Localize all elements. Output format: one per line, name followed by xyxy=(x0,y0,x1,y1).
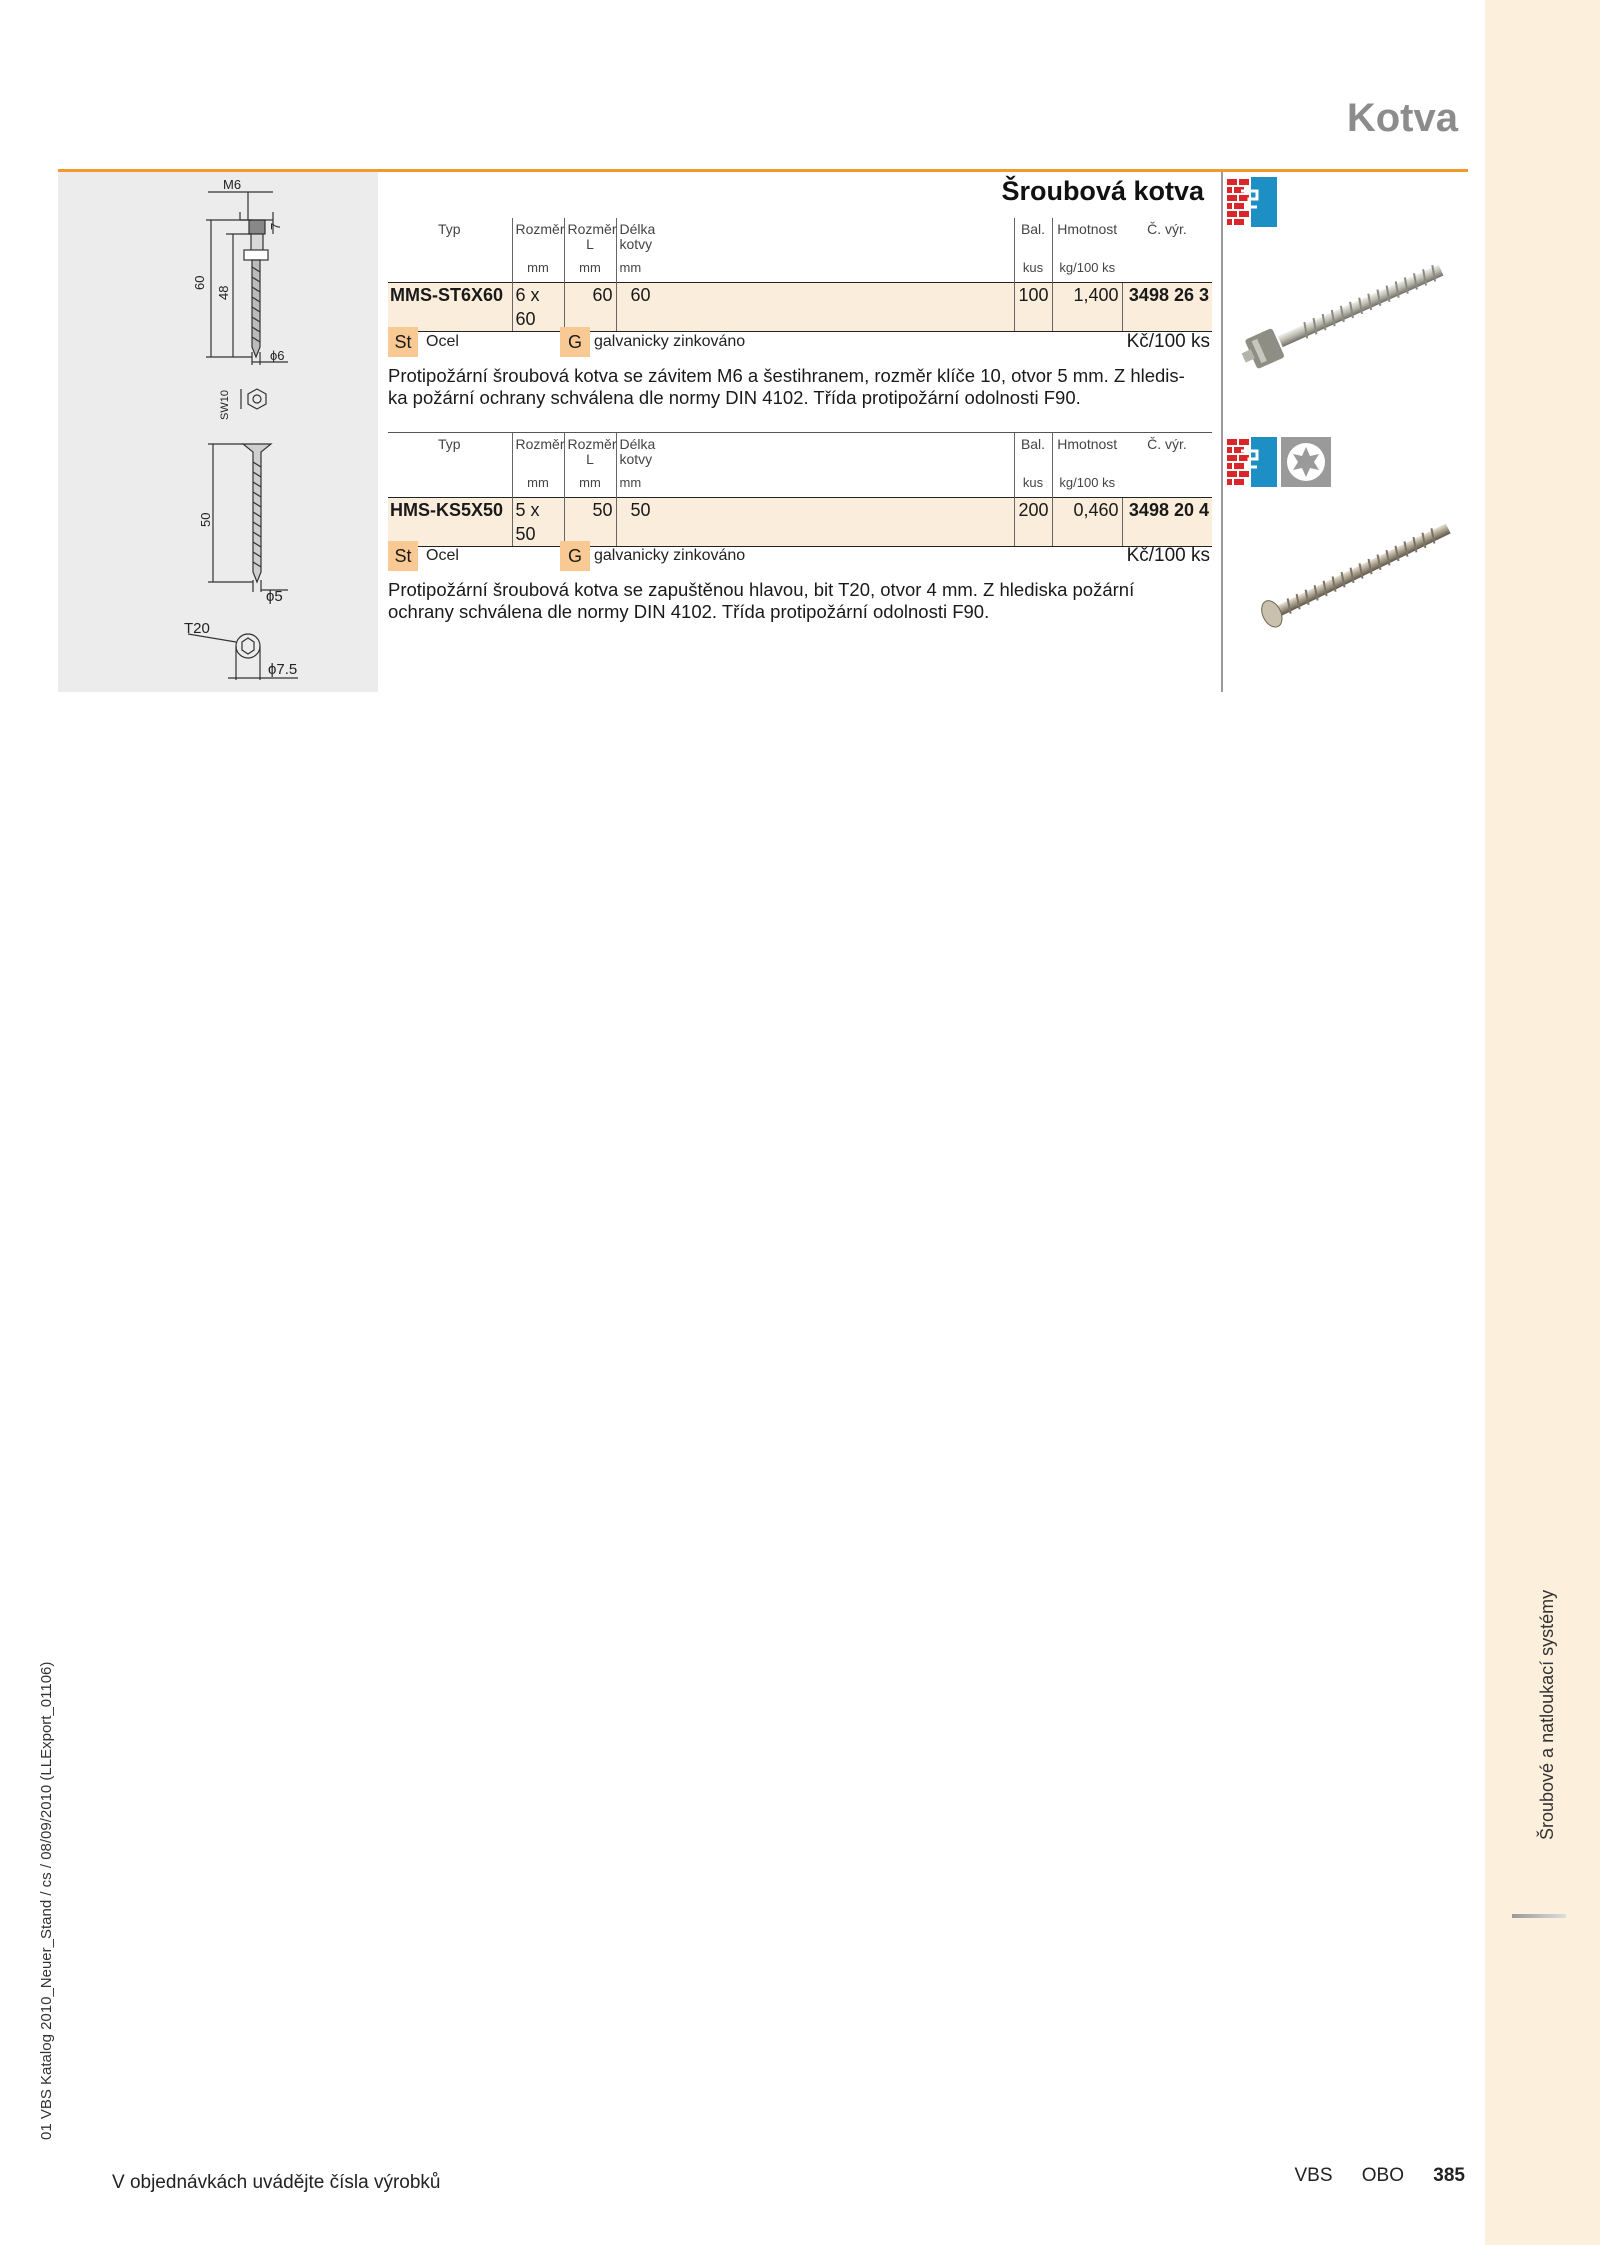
label-phi75: ϕ7.5 xyxy=(268,661,298,678)
unit-mm: mm xyxy=(512,473,564,498)
product-anchor-length: 50 xyxy=(616,498,668,547)
hms-anchor-photo xyxy=(1240,508,1460,648)
torx-drive-icon xyxy=(1281,437,1331,487)
side-strip xyxy=(1485,0,1600,2245)
page-number: 385 xyxy=(1433,2165,1465,2186)
technical-drawing-panel xyxy=(58,172,378,692)
finish-code-badge: G xyxy=(560,541,590,571)
label-phi6: ϕ6 xyxy=(270,348,285,363)
finish-code-badge: G xyxy=(560,327,590,357)
brand-obo: OBO xyxy=(1361,2165,1405,2186)
price-unit: Kč/100 ks xyxy=(1126,545,1210,566)
footer-note: V objednávkách uvádějte čísla výrobků xyxy=(112,2172,441,2193)
material-row-1 xyxy=(388,327,1210,357)
finish-name: galvanicky zinkováno xyxy=(594,547,746,564)
table-row[interactable] xyxy=(388,283,1212,332)
unit-mm: mm xyxy=(564,473,616,498)
table-header-row xyxy=(388,433,1212,473)
product-article-number[interactable]: 3498 20 4 xyxy=(1122,498,1212,547)
unit-kg: kg/100 ks xyxy=(1052,258,1122,283)
product-length-l: 50 xyxy=(564,498,616,547)
table-row[interactable] xyxy=(388,498,1212,547)
product-type: HMS-KS5X50 xyxy=(388,498,512,547)
product-weight: 1,400 xyxy=(1052,283,1122,332)
label-phi5: ϕ5 xyxy=(266,588,283,605)
header-bal: Bal. xyxy=(1014,218,1052,258)
page-title: Kotva xyxy=(1346,96,1458,140)
label-d7: 7 xyxy=(268,222,283,230)
unit-mm: mm xyxy=(512,258,564,283)
product-article-number[interactable]: 3498 26 3 xyxy=(1122,283,1212,332)
label-sw10: SW10 xyxy=(219,390,231,420)
table-unit-row xyxy=(388,258,1212,283)
material-row-2 xyxy=(388,541,1210,571)
side-category-label: Šroubové a natloukací systémy xyxy=(1537,1589,1557,1840)
table-unit-row xyxy=(388,473,1212,498)
header-rozmer-l: Rozměr L xyxy=(564,433,616,473)
technical-drawings xyxy=(58,172,378,692)
material-code-badge: St xyxy=(388,541,418,571)
label-m6: M6 xyxy=(223,177,242,192)
material-name: Ocel xyxy=(426,333,459,350)
product-size: 5 x 50 xyxy=(512,498,564,547)
product-table-2 xyxy=(388,432,1212,547)
unit-kg: kg/100 ks xyxy=(1052,473,1122,498)
header-typ: Typ xyxy=(438,436,461,452)
section-title: Šroubová kotva xyxy=(1001,176,1204,206)
product-weight: 0,460 xyxy=(1052,498,1122,547)
header-typ: Typ xyxy=(438,221,461,237)
unit-kus: kus xyxy=(1014,473,1052,498)
unit-mm: mm xyxy=(616,258,668,283)
label-d60: 60 xyxy=(192,275,207,290)
product-table-1 xyxy=(388,218,1212,332)
mms-anchor-photo xyxy=(1235,245,1455,385)
table-header-row xyxy=(388,218,1212,258)
fire-protection-icon xyxy=(1227,177,1277,227)
unit-mm: mm xyxy=(616,473,668,498)
brand-vbs: VBS xyxy=(1294,2165,1333,2186)
header-bal: Bal. xyxy=(1014,433,1052,473)
header-c-vyr: Č. výr. xyxy=(1147,221,1187,237)
label-d48: 48 xyxy=(216,285,231,300)
product-pack: 100 xyxy=(1014,283,1052,332)
header-rozmer: Rozměr xyxy=(512,218,564,258)
label-t20: T20 xyxy=(184,620,210,637)
material-code-badge: St xyxy=(388,327,418,357)
header-rozmer: Rozměr xyxy=(512,433,564,473)
header-hmotnost: Hmotnost xyxy=(1052,218,1122,258)
fire-protection-icon xyxy=(1227,437,1277,487)
catalog-reference: 01 VBS Katalog 2010_Neuer_Stand / cs / 08/09/2010 (LLExport_01106) xyxy=(38,1661,55,2140)
header-delka: Délka kotvy xyxy=(616,218,668,258)
label-d50: 50 xyxy=(198,512,213,527)
header-delka: Délka kotvy xyxy=(616,433,668,473)
product-pack: 200 xyxy=(1014,498,1052,547)
header-c-vyr: Č. výr. xyxy=(1147,436,1187,452)
product-length-l: 60 xyxy=(564,283,616,332)
header-rozmer-l: Rozměr L xyxy=(564,218,616,258)
side-tab-marker xyxy=(1512,1914,1566,1918)
unit-mm: mm xyxy=(564,258,616,283)
header-hmotnost: Hmotnost xyxy=(1052,433,1122,473)
product-anchor-length: 60 xyxy=(616,283,668,332)
unit-kus: kus xyxy=(1014,258,1052,283)
material-name: Ocel xyxy=(426,547,459,564)
product-type: MMS-ST6X60 xyxy=(388,283,512,332)
product-description-1: Protipožární šroubová kotva se závitem M6 a šestihranem, rozměr klíče 10, otvor 5 mm. Z hledis- ka požární ochrany schválena dle normy DIN 4102. Třída protipožární odolnosti F90. xyxy=(388,365,1185,408)
price-unit: Kč/100 ks xyxy=(1126,331,1210,352)
finish-name: galvanicky zinkováno xyxy=(594,333,746,350)
product-size: 6 x 60 xyxy=(512,283,564,332)
column-divider xyxy=(1221,172,1223,692)
footer-brand xyxy=(1270,2165,1465,2187)
product-description-2: Protipožární šroubová kotva se zapuštěnou hlavou, bit T20, otvor 4 mm. Z hlediska požární ochrany schválena dle normy DIN 4102. Třída protipožární odolnosti F90. xyxy=(388,579,1135,622)
